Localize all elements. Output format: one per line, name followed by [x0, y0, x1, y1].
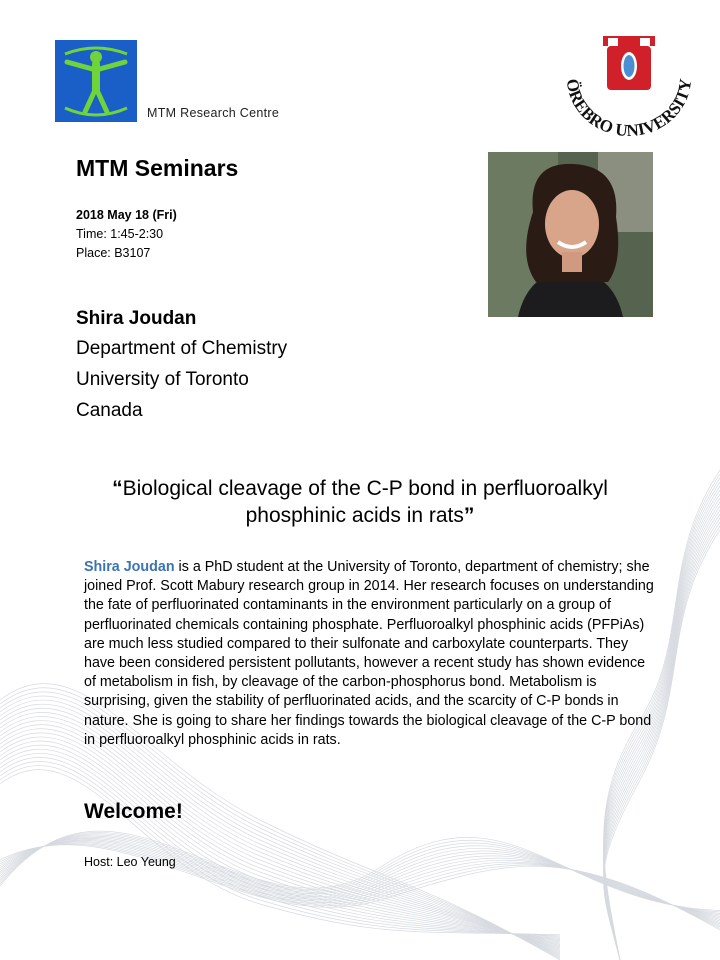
- wave-line: [0, 741, 560, 943]
- speaker-country: Canada: [76, 400, 143, 421]
- wave-line: [0, 841, 720, 923]
- wave-line: [0, 737, 560, 944]
- seminar-date: 2018 May 18 (Fri): [76, 208, 177, 222]
- talk-title: [60, 475, 660, 529]
- wave-line: [0, 716, 560, 950]
- wave-line: [0, 836, 720, 916]
- wave-line: [0, 729, 560, 947]
- wave-line: [0, 837, 720, 918]
- wave-line: [0, 835, 720, 915]
- seminar-time: Time: 1:45-2:30: [76, 227, 164, 241]
- wave-line: [0, 757, 560, 938]
- wave-line: [0, 842, 720, 924]
- wave-line: [0, 749, 560, 941]
- wave-line: [0, 733, 560, 946]
- wave-line: [0, 745, 560, 942]
- wave-line: [0, 753, 560, 939]
- welcome-text: Welcome!: [84, 800, 183, 823]
- talk-title-text: Biological cleavage of the C-P bond in perfluoroalkyl phosphinic acids in rats: [122, 477, 608, 527]
- wave-line: [0, 725, 560, 948]
- close-quote: ”: [463, 504, 475, 527]
- open-quote: “: [112, 477, 123, 500]
- seminar-place: Place: B3107: [76, 246, 151, 260]
- centre-name: MTM Research Centre: [147, 106, 280, 120]
- wave-line: [0, 834, 720, 914]
- speaker-name: Shira Joudan: [76, 308, 197, 329]
- orebro-university-logo: [555, 36, 703, 136]
- wave-line: [0, 770, 560, 935]
- wave-line: [0, 838, 720, 919]
- wave-line: [0, 761, 560, 937]
- seminar-title: MTM Seminars: [76, 155, 239, 181]
- speaker-bio: [84, 558, 654, 750]
- bio-speaker-name: Shira Joudan: [84, 559, 175, 575]
- speaker-department: Department of Chemistry: [76, 338, 288, 359]
- speaker-university: University of Toronto: [76, 369, 249, 390]
- speaker-photo: [488, 152, 653, 317]
- wave-line: [0, 831, 720, 910]
- mtm-logo: [55, 40, 137, 122]
- wave-line: [0, 766, 560, 936]
- wave-line: [0, 839, 720, 921]
- host-text: Host: Leo Yeung: [84, 855, 176, 869]
- orebro-logo-text: ÖREBRO UNIVERSITY: [562, 77, 696, 136]
- bio-text: is a PhD student at the University of Toronto, department of chemistry; she joined Prof. Scott Mabury research group in 2014. Her research focuses on understanding the fate of perfluorinated contaminants in the environment particularly on a group of perfluorinated chemicals containing phosphate. Perfluoroalkyl phosphinic acids (PFPiAs) are much less studied compared to their sulfonate and carboxylate counterparts. They have been considered persistent pollutants, however a recent study has shown evidence of metabolism in fish, by cleavage of the carbon-phosphorus bond. Metabolism is surprising, given the stability of perfluorinated acids, and the scarcity of C-P bonds in nature. She is going to share her findings towards the biological cleavage of the C-P bond in perfluoroalkyl phosphinic acids in rats.: [84, 559, 654, 748]
- wave-line: [0, 721, 560, 950]
- wave-line: [0, 832, 720, 912]
